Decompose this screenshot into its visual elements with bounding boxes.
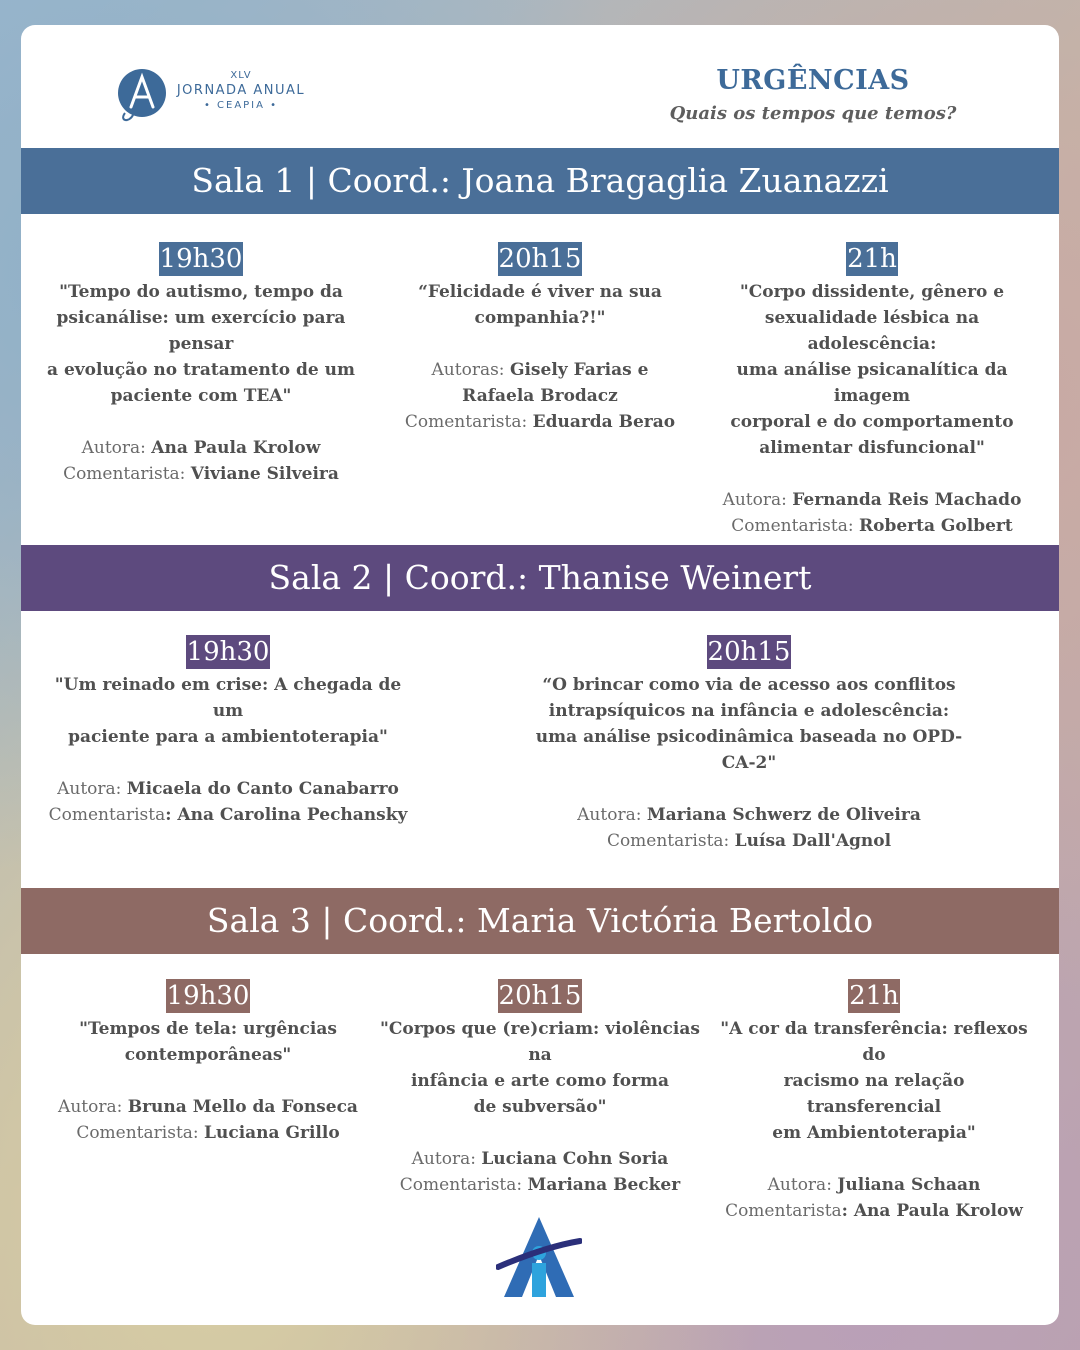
author-line [43, 776, 413, 802]
talk-line: a evolução no tratamento de um [47, 360, 355, 380]
logo-text [171, 69, 311, 113]
commentator-line [714, 1198, 1034, 1224]
author-name: Luciana Cohn Soria [481, 1149, 669, 1169]
logo-org: • CEAPIA • [203, 100, 279, 111]
talk-title [702, 279, 1042, 461]
talk-title [43, 672, 413, 750]
commentator-line [43, 1120, 373, 1146]
talk-line: paciente para a ambientoterapia" [68, 727, 388, 747]
title-block [653, 63, 973, 127]
logo-name: JORNADA ANUAL [176, 83, 306, 98]
author-line-2 [390, 383, 690, 409]
commentator-label: Comentarista [725, 1201, 842, 1221]
slot-time: 20h15 [498, 244, 582, 274]
author-name: Bruna Mello da Fonseca [127, 1097, 358, 1117]
talk-line: corporal e do comportamento [730, 412, 1014, 432]
talk-line: intrapsíquicos na infância e adolescência: [548, 701, 950, 721]
commentator-label: Comentarista: [76, 1123, 205, 1143]
talk-title [31, 279, 371, 409]
slot-time: 21h [847, 244, 897, 274]
author-label: Autora: [81, 438, 152, 458]
author-name: Ana Paula Krolow [151, 438, 321, 458]
program-card [21, 25, 1059, 1325]
author-name: Micaela do Canto Canabarro [126, 779, 399, 799]
talk-line: "Um reinado em crise: A chegada de um [54, 675, 402, 721]
slot-time: 20h15 [498, 981, 582, 1011]
author-line [390, 357, 690, 383]
author-label: Autoras: [431, 360, 510, 380]
slot-time: 20h15 [707, 637, 791, 667]
talk-line: de subversão" [473, 1097, 607, 1117]
room-1-slots [21, 214, 1059, 545]
talk-line: "Tempo do autismo, tempo da [59, 282, 343, 302]
commentator-name: : Ana Carolina Pechansky [165, 805, 408, 825]
talk-title [714, 1016, 1034, 1146]
talk-line: sexualidade lésbica na adolescência: [764, 308, 980, 354]
author-label: Autora: [58, 1097, 128, 1117]
slot-time: 21h [849, 981, 899, 1011]
author-label: Autora: [722, 490, 793, 510]
logo-edition: XLV [230, 70, 252, 81]
header [21, 25, 1059, 148]
talk-line: uma análise psicanalítica da imagem [736, 360, 1008, 406]
commentator-line [31, 461, 371, 487]
talk-line: infância e arte como forma [410, 1071, 670, 1091]
commentator-line [702, 513, 1042, 539]
talk-line: contemporâneas" [124, 1045, 292, 1065]
slot-time: 19h30 [186, 637, 270, 667]
talk-title [43, 1016, 373, 1068]
commentator-label: Comentarista: [731, 516, 859, 536]
talk-line: alimentar disfuncional" [759, 438, 985, 458]
commentator-name: Viviane Silveira [190, 464, 339, 484]
talk-line: em Ambientoterapia" [772, 1123, 976, 1143]
talk-line: uma análise psicodinâmica baseada no OPD-CA-2" [535, 727, 963, 773]
talk-line: "A cor da transferência: reflexos do [720, 1019, 1028, 1065]
commentator-label: Comentarista: [63, 464, 191, 484]
room-3-slot-3 [714, 979, 1034, 1224]
commentator-name: Luciana Grillo [204, 1123, 340, 1143]
talk-title [390, 279, 690, 331]
room-2-slot-2 [529, 635, 969, 854]
room-3-slot-1 [43, 979, 373, 1146]
talk-line: “O brincar como via de acesso aos conflitos [542, 675, 956, 695]
author-name: Rafaela Brodacz [462, 386, 618, 406]
jornada-logo [117, 67, 317, 127]
talk-line: "Tempos de tela: urgências [79, 1019, 337, 1039]
commentator-label: Comentarista: [404, 412, 533, 432]
commentator-line [390, 409, 690, 435]
jornada-a-logo-icon [117, 67, 167, 123]
author-line [529, 802, 969, 828]
author-name: Fernanda Reis Machado [792, 490, 1022, 510]
room-2-slot-1 [43, 635, 413, 828]
author-name: Juliana Schaan [837, 1175, 981, 1195]
commentator-line [529, 828, 969, 854]
author-line [702, 487, 1042, 513]
commentator-name: Roberta Golbert [858, 516, 1013, 536]
author-name: Gisely Farias e [509, 360, 649, 380]
talk-line: “Felicidade é viver na sua [418, 282, 662, 302]
slot-time: 19h30 [159, 244, 243, 274]
page-title: URGÊNCIAS [716, 65, 910, 96]
room-2-slots [21, 611, 1059, 888]
author-name: Mariana Schwerz de Oliveira [646, 805, 921, 825]
room-3-header: Sala 3 | Coord.: Maria Victória Bertoldo [21, 888, 1059, 954]
room-2-header: Sala 2 | Coord.: Thanise Weinert [21, 545, 1059, 611]
author-label: Autora: [767, 1175, 838, 1195]
commentator-name: Eduarda Berao [532, 412, 676, 432]
commentator-label: Comentarista: [606, 831, 735, 851]
talk-line: companhia?!" [474, 308, 606, 328]
author-line [714, 1172, 1034, 1198]
commentator-label: Comentarista [48, 805, 166, 825]
talk-line: racismo na relação transferencial [783, 1071, 965, 1117]
talk-title [529, 672, 969, 776]
room-1-slot-3 [702, 242, 1042, 539]
talk-line: psicanálise: um exercício para pensar [56, 308, 346, 354]
ceapia-logo-icon [496, 1215, 582, 1301]
author-line [31, 435, 371, 461]
commentator-label: Comentarista: [399, 1175, 528, 1195]
author-line [380, 1146, 700, 1172]
talk-line: paciente com TEA" [110, 386, 292, 406]
commentator-name: Luísa Dall'Agnol [734, 831, 892, 851]
page-subtitle: Quais os tempos que temos? [669, 103, 957, 124]
room-1-slot-2 [390, 242, 690, 435]
talk-line: "Corpos que (re)criam: violências na [380, 1019, 700, 1065]
slot-time: 19h30 [166, 981, 250, 1011]
room-1-header: Sala 1 | Coord.: Joana Bragaglia Zuanazzi [21, 148, 1059, 214]
room-1-slot-1 [31, 242, 371, 487]
author-label: Autora: [577, 805, 647, 825]
commentator-name: : Ana Paula Krolow [841, 1201, 1023, 1221]
author-label: Autora: [411, 1149, 482, 1169]
talk-title [380, 1016, 700, 1120]
commentator-line [43, 802, 413, 828]
commentator-line [380, 1172, 700, 1198]
author-line [43, 1094, 373, 1120]
commentator-name: Mariana Becker [527, 1175, 681, 1195]
room-3-slot-2 [380, 979, 700, 1198]
author-label: Autora: [57, 779, 127, 799]
talk-line: "Corpo dissidente, gênero e [739, 282, 1005, 302]
